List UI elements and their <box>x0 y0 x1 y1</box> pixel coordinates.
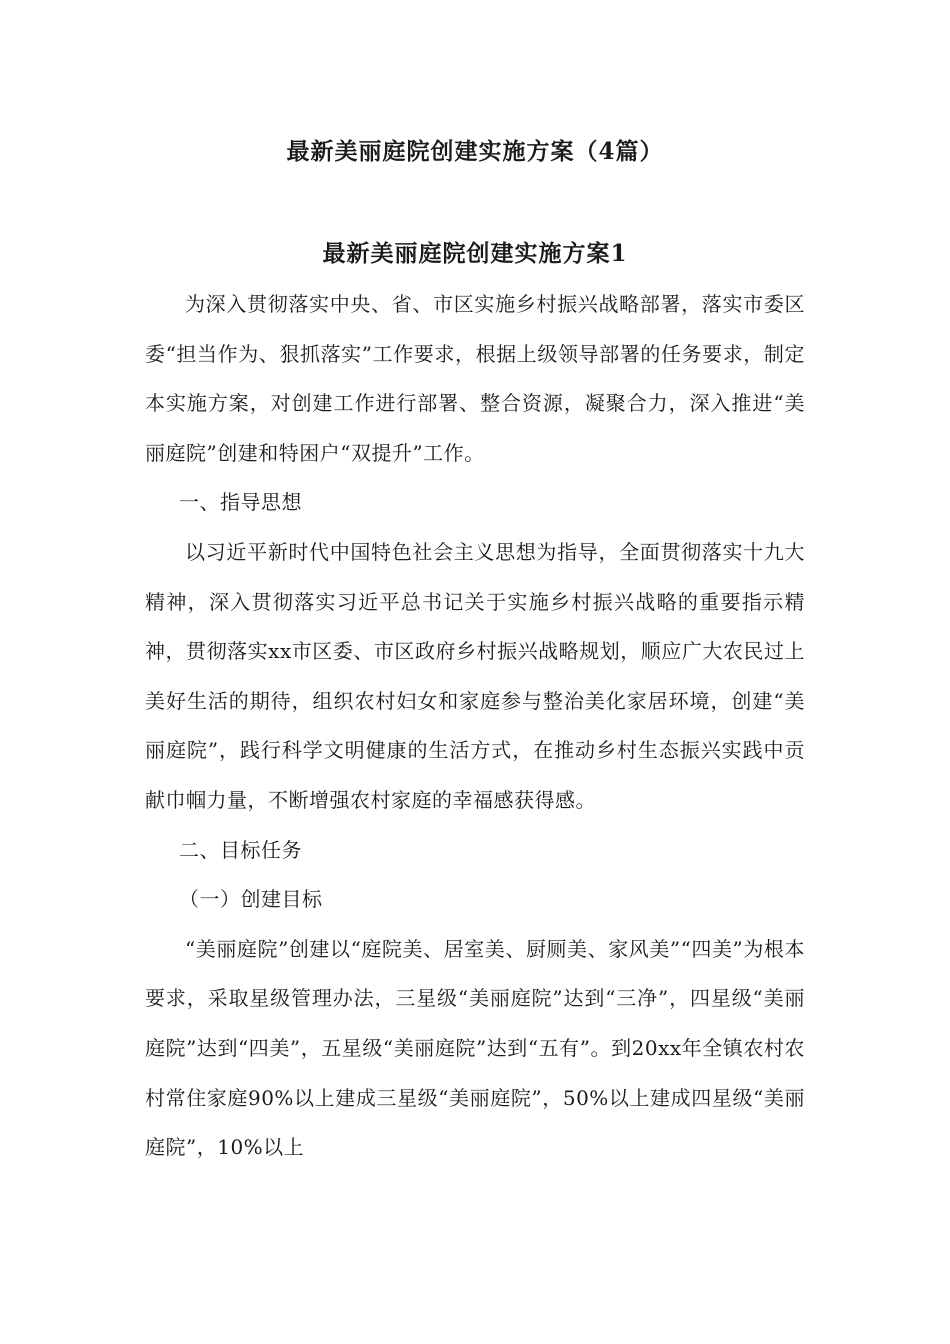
paragraph-intro: 为深入贯彻落实中央、省、市区实施乡村振兴战略部署，落实市委区委“担当作为、狠抓落实”工作要求，根据上级领导部署的任务要求，制定本实施方案，对创建工作进行部署、整合资源，凝聚合力，深入推进“美丽庭院”创建和特困户“双提升”工作。 <box>145 292 805 465</box>
paragraph-creation-goals: “美丽庭院”创建以“庭院美、居室美、厨厕美、家风美”“四美”为根本要求，采取星级管理办法，三星级“美丽庭院”达到“三净”，四星级“美丽庭院”达到“四美”，五星级“美丽庭院”达到“五有”。到20xx年全镇农村农村常住家庭90%以上建成三星级“美丽庭院”，50%以上建成四星级“美丽庭院”，10%以上 <box>145 936 805 1160</box>
heading-creation-goals: （一）创建目标 <box>179 887 323 912</box>
section-title: 最新美丽庭院创建实施方案1 <box>322 240 628 267</box>
paragraph-guiding-ideology: 以习近平新时代中国特色社会主义思想为指导，全面贯彻落实十九大精神，深入贯彻落实习近平总书记关于实施乡村振兴战略的重要指示精神，贯彻落实xx市区委、市区政府乡村振兴战略规划，顺应广大农民过上美好生活的期待，组织农村妇女和家庭参与整治美化家居环境，创建“美丽庭院”，践行科学文明健康的生活方式，在推动乡村生态振兴实践中贡献巾帼力量，不断增强农村家庭的幸福感获得感。 <box>145 539 805 812</box>
document-title: 最新美丽庭院创建实施方案（4篇） <box>286 138 664 165</box>
heading-guiding-ideology: 一、指导思想 <box>179 490 302 515</box>
heading-goals-tasks: 二、目标任务 <box>179 837 302 862</box>
document-body <box>145 280 805 1173</box>
